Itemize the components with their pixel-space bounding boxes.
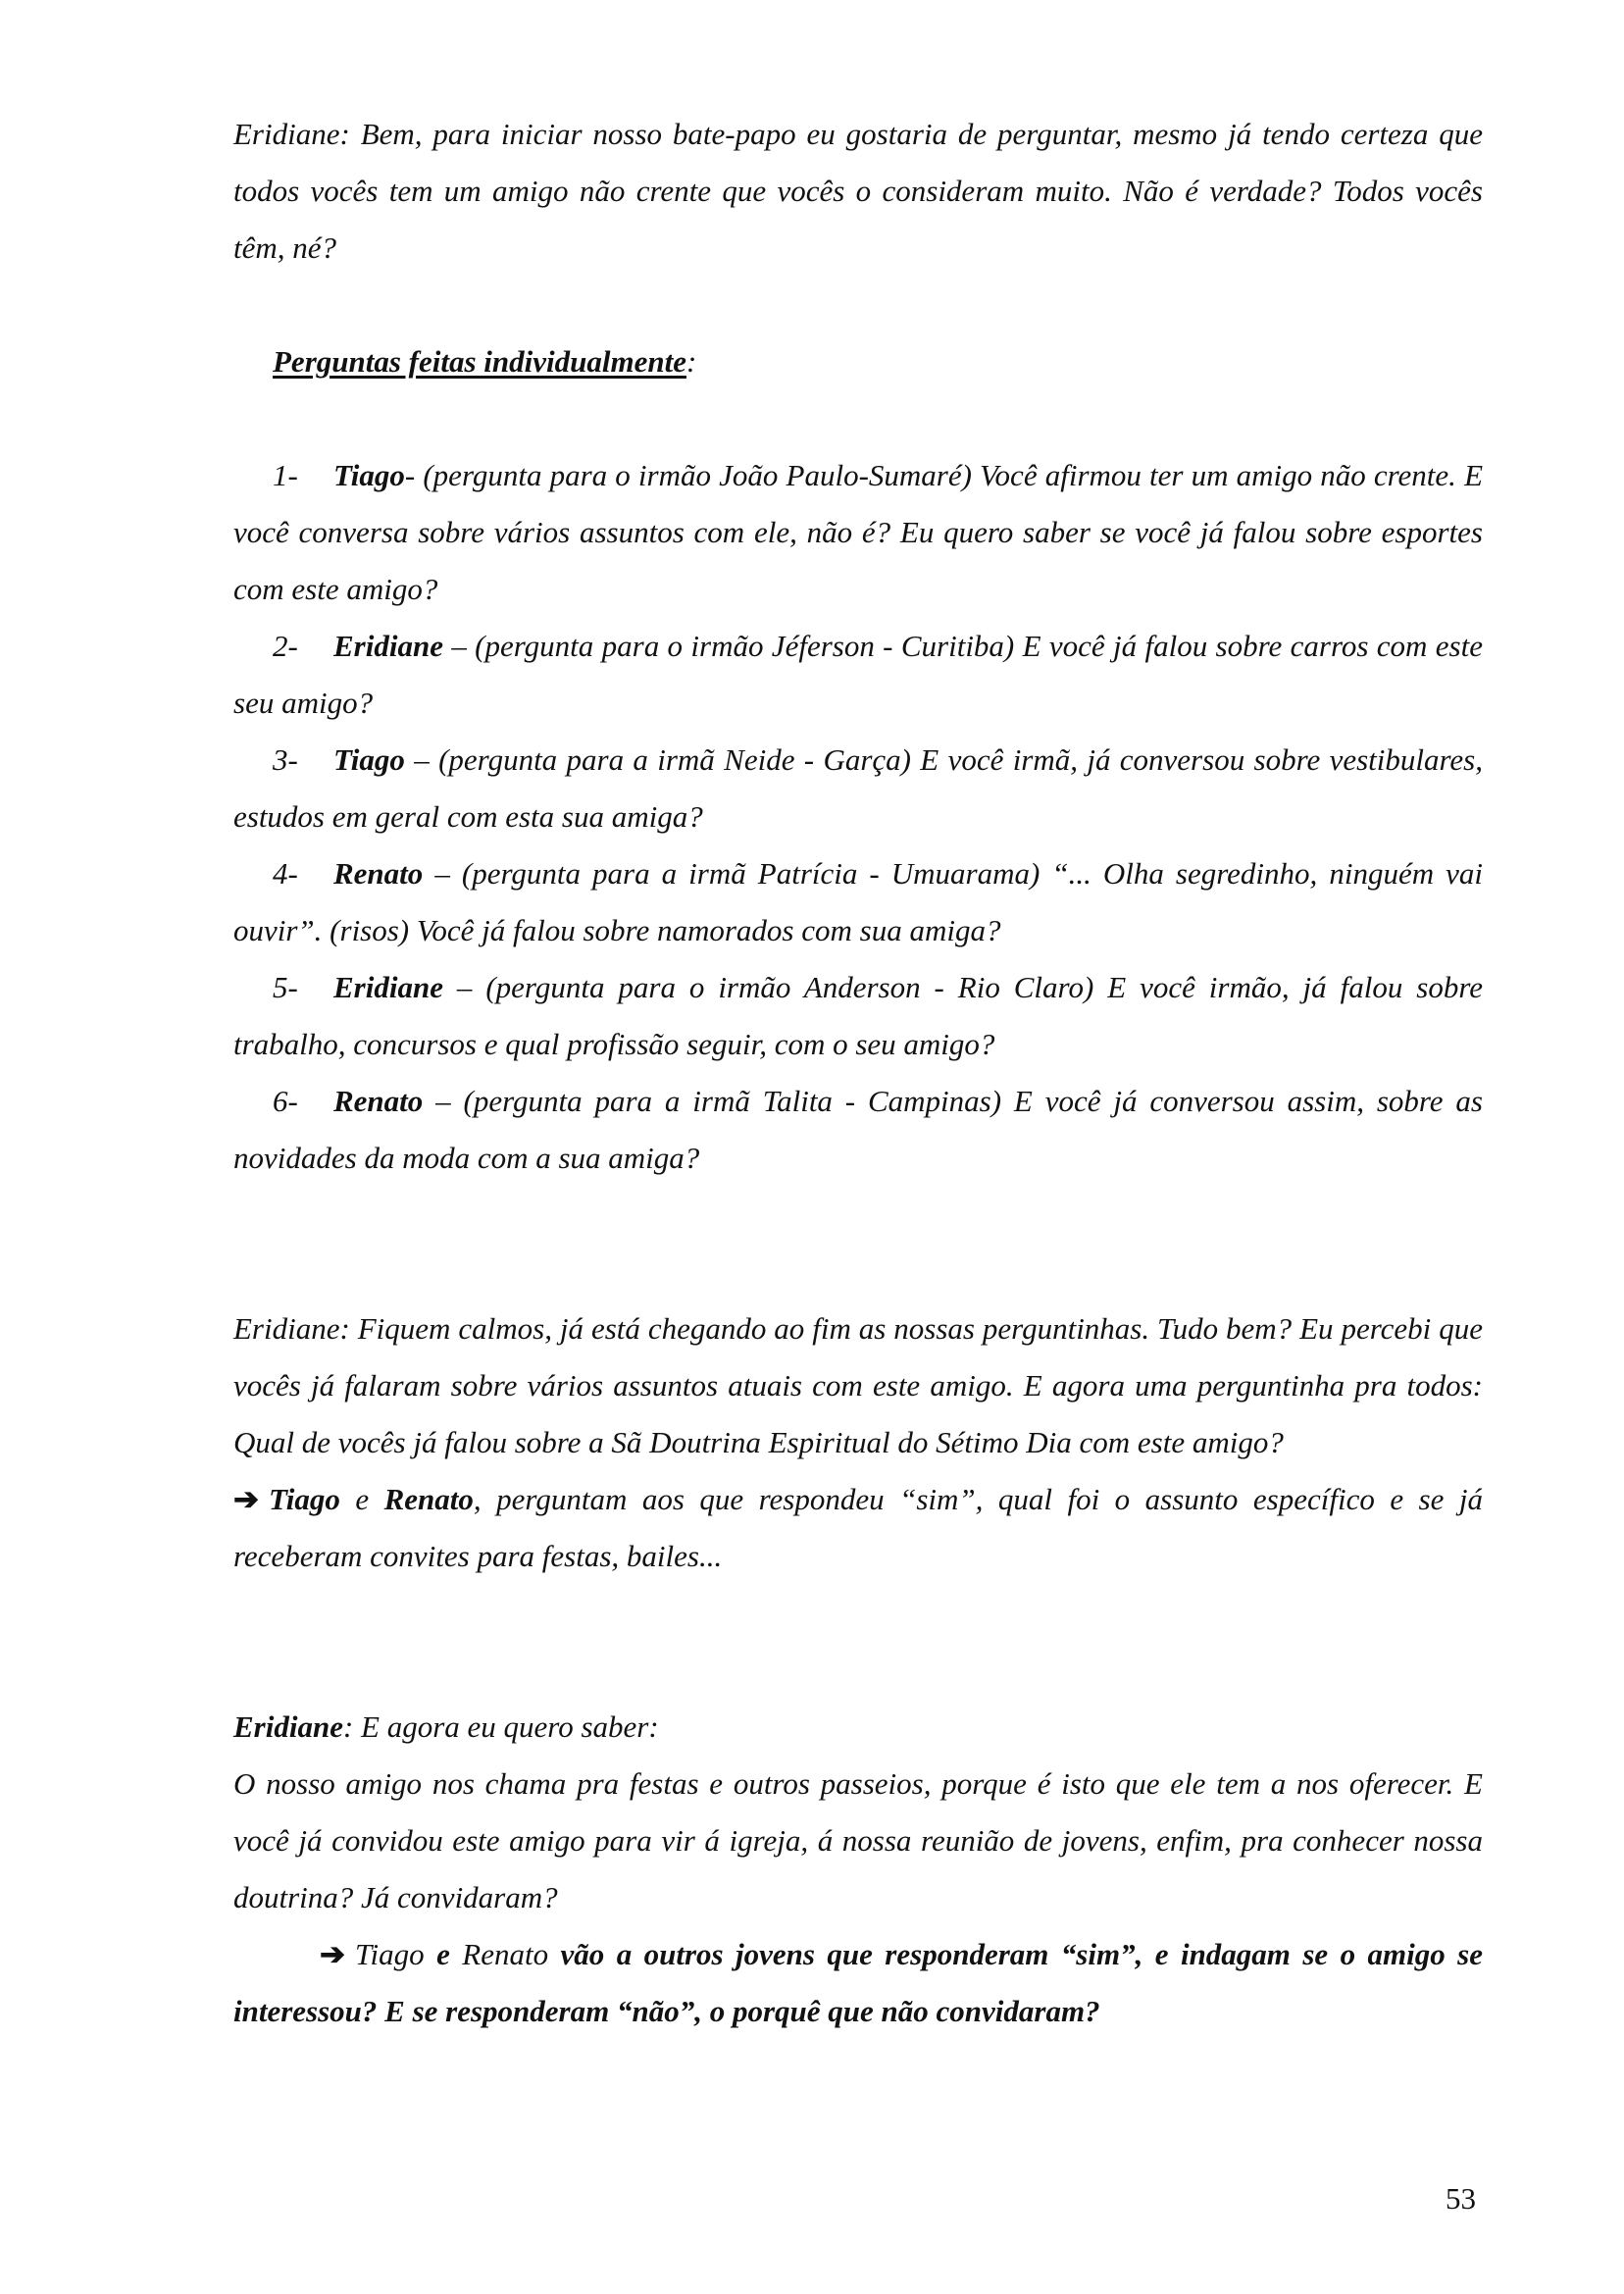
question-speaker: Renato <box>333 1084 424 1118</box>
spacer <box>233 1187 1483 1300</box>
document-page <box>233 106 1483 2040</box>
question-item <box>233 447 1483 618</box>
arrow-instruction-1 <box>233 1471 1483 1585</box>
third-paragraph-lead <box>233 1699 1483 1756</box>
question-text: – (pergunta para o irmão Anderson - Rio Claro) E você irmão, já falou sobre trabalho, concursos e qual profissão seguir, com o seu amigo? <box>233 970 1483 1061</box>
conjunction: e <box>424 1937 463 1971</box>
question-number: 6- <box>273 1084 298 1118</box>
question-speaker: Eridiane <box>333 629 443 663</box>
speaker-name: Tiago <box>268 1482 340 1516</box>
question-number: 4- <box>273 856 298 891</box>
question-list <box>233 447 1483 1187</box>
speaker-name: Tiago <box>354 1937 425 1971</box>
question-text: - (pergunta para o irmão João Paulo-Sumaré) Você afirmou ter um amigo não crente. E você conversa sobre vários assuntos com ele, não é? Eu quero saber se você já falou sobre esportes com este amigo? <box>233 458 1483 606</box>
third-paragraph: O nosso amigo nos chama pra festas e outros passeios, porque é isto que ele tem a nos oferecer. E você já convidou este amigo para vir á igreja, á nossa reunião de jovens, enfim, pra conhecer nossa doutrina? Já convidaram? <box>233 1766 1483 1914</box>
question-number: 5- <box>273 970 298 1004</box>
question-item <box>233 959 1483 1073</box>
speaker-name: Renato <box>383 1482 474 1516</box>
question-speaker: Tiago <box>333 742 405 777</box>
question-text: – (pergunta para o irmão Jéferson - Curitiba) E você já falou sobre carros com este seu amigo? <box>233 629 1483 720</box>
heading-colon: : <box>685 344 697 379</box>
question-item <box>233 845 1483 959</box>
conjunction: e <box>339 1482 384 1516</box>
question-number: 1- <box>273 458 298 492</box>
heading-text: Perguntas feitas individualmente <box>273 344 686 379</box>
instruction-text: , perguntam aos que respondeu “sim”, qual foi o assunto específico e se já receberam convites para festas, bailes... <box>233 1482 1483 1573</box>
arrow-instruction-2 <box>233 1926 1483 2040</box>
question-text: – (pergunta para a irmã Talita - Campinas) E você já conversou assim, sobre as novidades da moda com a sua amiga? <box>233 1084 1483 1175</box>
question-text: – (pergunta para a irmã Patrícia - Umuarama) “... Olha segredinho, ninguém vai ouvir”. (risos) Você já falou sobre namorados com sua amiga? <box>233 856 1483 947</box>
question-speaker: Renato <box>333 856 424 891</box>
question-item <box>233 1073 1483 1187</box>
page-number: 53 <box>1446 2181 1476 2216</box>
question-item <box>233 618 1483 732</box>
question-number: 3- <box>273 742 298 777</box>
arrow-right-icon: ➔ <box>233 1482 259 1516</box>
question-item <box>233 732 1483 845</box>
question-speaker: Eridiane <box>333 970 443 1004</box>
question-speaker: Tiago <box>333 458 405 492</box>
lead-text: : E agora eu quero saber: <box>342 1709 659 1744</box>
second-paragraph: Eridiane: Fiquem calmos, já está chegando ao fim as nossas perguntinhas. Tudo bem? Eu percebi que vocês já falaram sobre vários assuntos atuais com este amigo. E agora uma perguntinha pra todos: Qual de vocês já falou sobre a Sã Doutrina Espiritual do Sétimo Dia com este amigo? <box>233 1311 1483 1459</box>
question-text: – (pergunta para a irmã Neide - Garça) E você irmã, já conversou sobre vestibulares, estudos em geral com esta sua amiga? <box>233 742 1483 834</box>
spacer <box>233 1585 1483 1699</box>
section-heading <box>273 333 1483 390</box>
instruction-text: vão a outros jovens que responderam “sim”, e indagam se o amigo se interessou? E se responderam “não”, o porquê que não convidaram? <box>233 1937 1483 2028</box>
speaker-name: Renato <box>462 1937 549 1971</box>
question-number: 2- <box>273 629 298 663</box>
intro-paragraph: Eridiane: Bem, para iniciar nosso bate-papo eu gostaria de perguntar, mesmo já tendo certeza que todos vocês tem um amigo não crente que vocês o consideram muito. Não é verdade? Todos vocês têm, né? <box>233 117 1483 265</box>
arrow-right-icon: ➔ <box>320 1937 345 1971</box>
speaker-name: Eridiane <box>233 1709 343 1744</box>
